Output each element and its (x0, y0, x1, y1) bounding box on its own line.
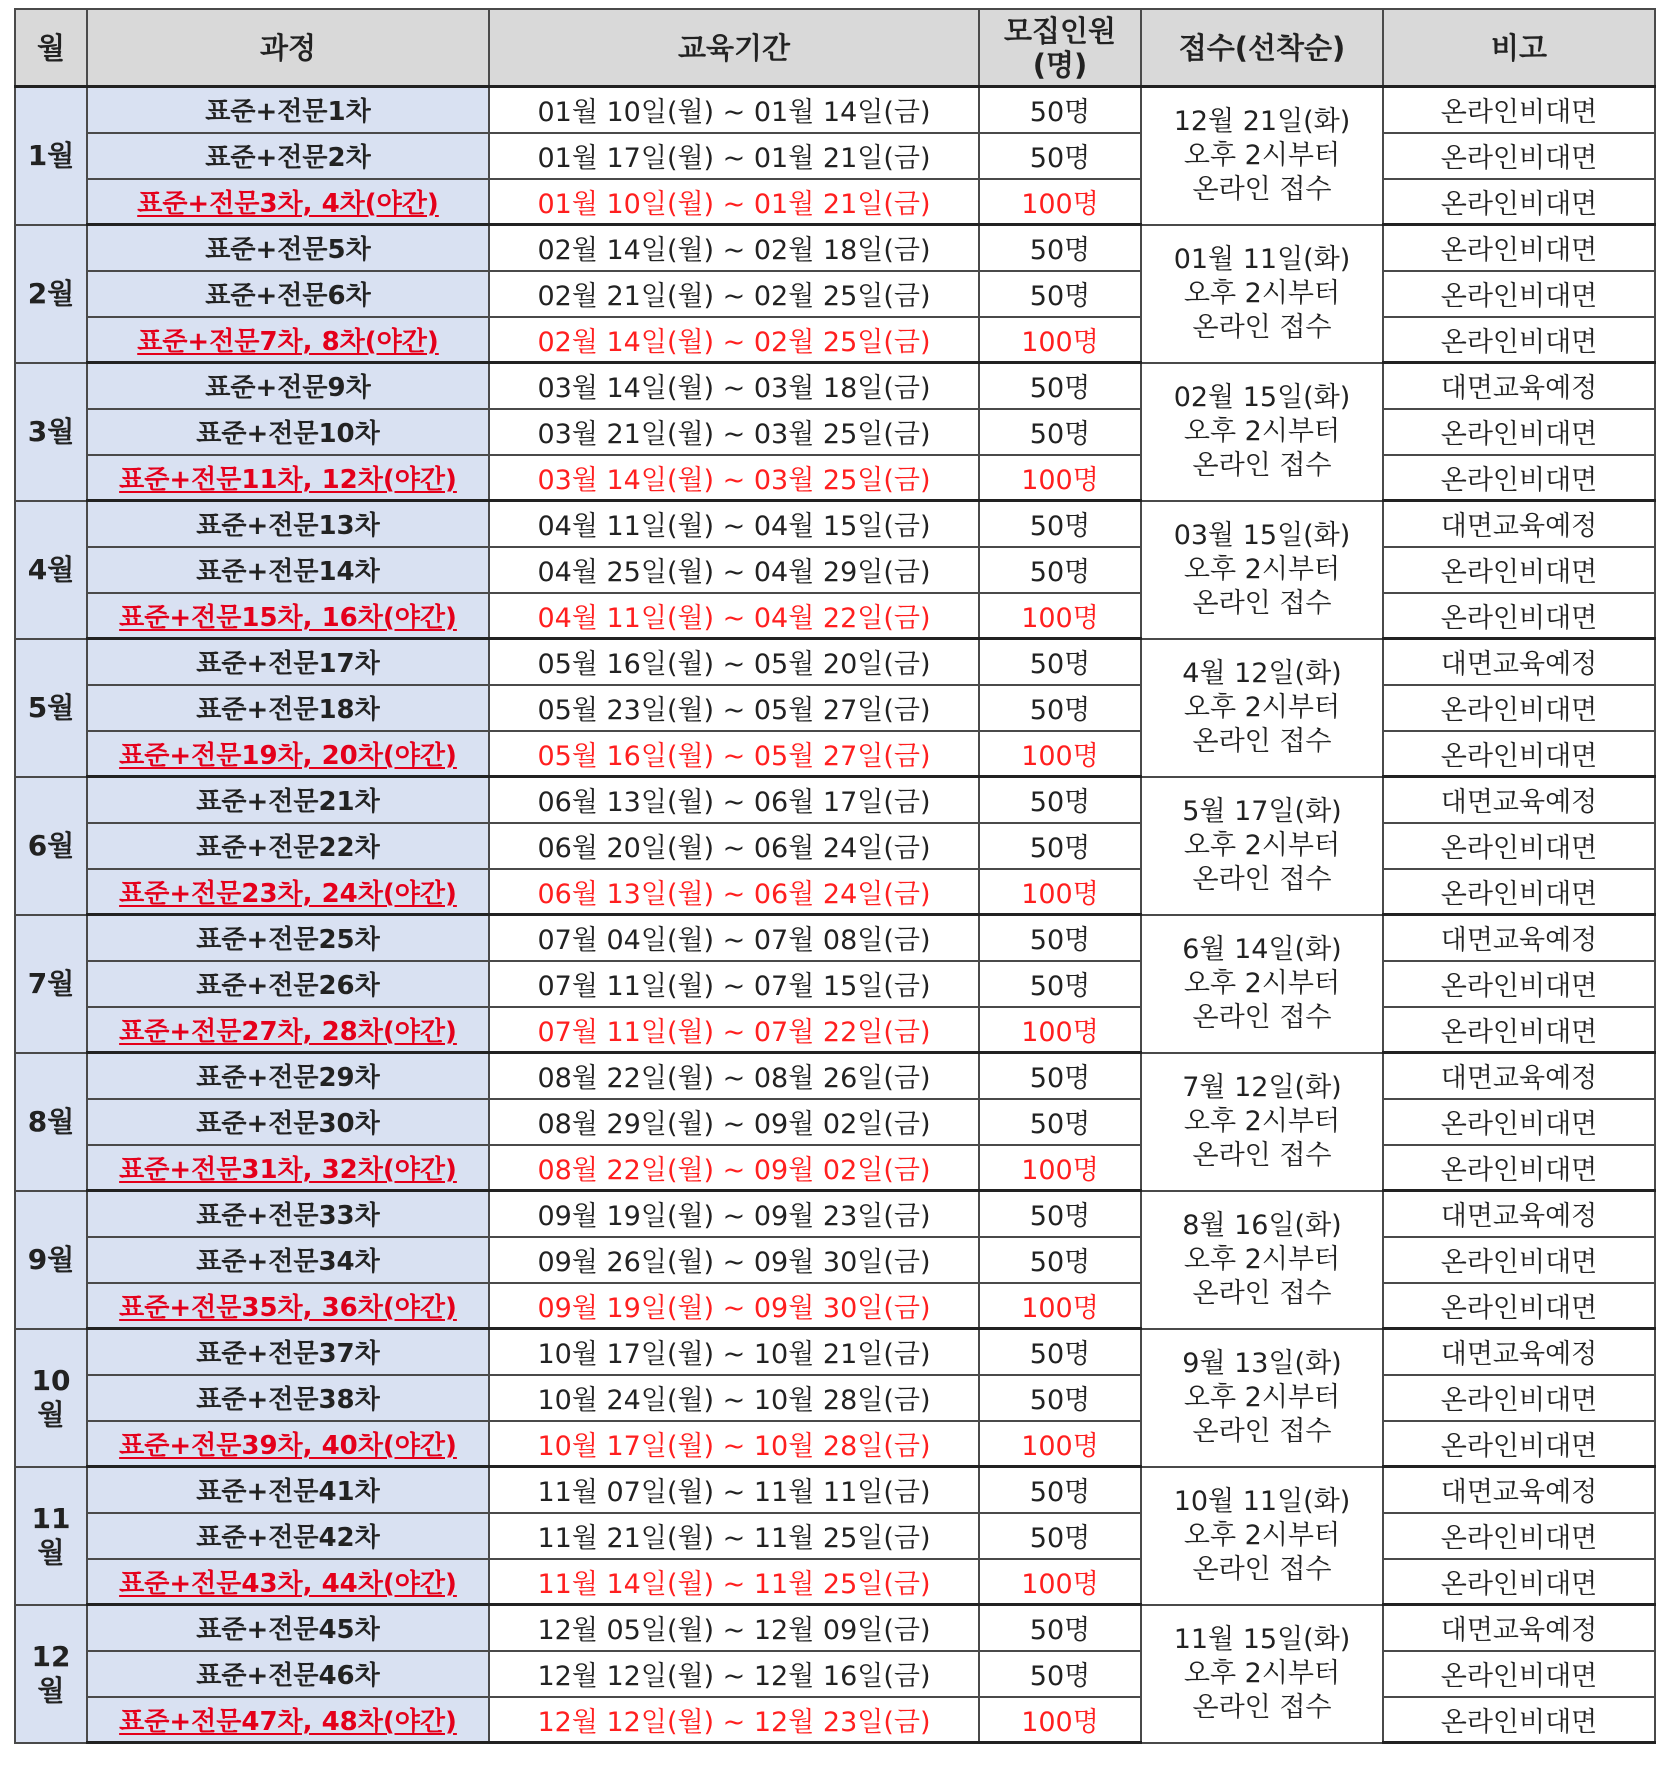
course-cell: 표준+전문21차 (87, 777, 489, 823)
table-row (15, 409, 1655, 455)
period-cell: 07월 11일(월) ~ 07월 15일(금) (489, 961, 979, 1007)
registration-line: 오후 2시부터 (1183, 277, 1341, 309)
table-row (15, 1145, 1655, 1191)
course-cell: 표준+전문7차, 8차(야간) (87, 317, 489, 363)
capacity-cell: 50명 (979, 547, 1141, 593)
registration-line: 온라인 접수 (1192, 1553, 1332, 1585)
period-cell: 01월 17일(월) ~ 01월 21일(금) (489, 133, 979, 179)
registration-line: 오후 2시부터 (1183, 1381, 1341, 1413)
registration-line: 온라인 접수 (1192, 863, 1332, 895)
period-cell: 04월 11일(월) ~ 04월 22일(금) (489, 593, 979, 639)
period-cell: 09월 19일(월) ~ 09월 23일(금) (489, 1191, 979, 1237)
month-cell: 2월 (15, 225, 87, 363)
note-cell: 온라인비대면 (1383, 1513, 1655, 1559)
table-row (15, 1099, 1655, 1145)
note-cell: 온라인비대면 (1383, 317, 1655, 363)
course-cell: 표준+전문3차, 4차(야간) (87, 179, 489, 225)
registration-line: 12월 21일(화) (1173, 105, 1351, 137)
registration-cell (1141, 1467, 1383, 1605)
course-cell: 표준+전문23차, 24차(야간) (87, 869, 489, 915)
course-cell: 표준+전문35차, 36차(야간) (87, 1283, 489, 1329)
table-row (15, 1283, 1655, 1329)
table-row (15, 1191, 1655, 1237)
registration-line: 오후 2시부터 (1183, 553, 1341, 585)
course-cell: 표준+전문33차 (87, 1191, 489, 1237)
period-cell: 12월 12일(월) ~ 12월 16일(금) (489, 1651, 979, 1697)
registration-line: 5월 17일(화) (1182, 795, 1342, 827)
note-cell: 대면교육예정 (1383, 1467, 1655, 1513)
course-cell: 표준+전문30차 (87, 1099, 489, 1145)
period-cell: 12월 05일(월) ~ 12월 09일(금) (489, 1605, 979, 1651)
capacity-cell: 100명 (979, 1421, 1141, 1467)
registration-line: 10월 11일(화) (1173, 1485, 1351, 1517)
header-capacity-line1: 모집인원 (1003, 13, 1117, 48)
note-cell: 온라인비대면 (1383, 547, 1655, 593)
course-cell: 표준+전문19차, 20차(야간) (87, 731, 489, 777)
table-row (15, 1559, 1655, 1605)
registration-cell (1141, 1329, 1383, 1467)
table-row (15, 1007, 1655, 1053)
period-cell: 12월 12일(월) ~ 12월 23일(금) (489, 1697, 979, 1743)
capacity-cell: 100명 (979, 455, 1141, 501)
capacity-cell: 50명 (979, 961, 1141, 1007)
table-row (15, 1421, 1655, 1467)
schedule-table (14, 8, 1656, 1744)
course-cell: 표준+전문6차 (87, 271, 489, 317)
table-header (15, 9, 1655, 87)
note-cell: 대면교육예정 (1383, 915, 1655, 961)
table-row (15, 1375, 1655, 1421)
header-month: 월 (15, 9, 87, 87)
table-row (15, 179, 1655, 225)
table-row (15, 455, 1655, 501)
period-cell: 06월 20일(월) ~ 06월 24일(금) (489, 823, 979, 869)
table-row (15, 501, 1655, 547)
registration-cell (1141, 225, 1383, 363)
capacity-cell: 100명 (979, 1283, 1141, 1329)
registration-cell (1141, 87, 1383, 225)
period-cell: 02월 14일(월) ~ 02월 18일(금) (489, 225, 979, 271)
note-cell: 온라인비대면 (1383, 225, 1655, 271)
note-cell: 온라인비대면 (1383, 409, 1655, 455)
table-row (15, 547, 1655, 593)
note-cell: 온라인비대면 (1383, 271, 1655, 317)
note-cell: 대면교육예정 (1383, 1605, 1655, 1651)
table-row (15, 317, 1655, 363)
capacity-cell: 50명 (979, 1467, 1141, 1513)
course-cell: 표준+전문2차 (87, 133, 489, 179)
registration-line: 온라인 접수 (1192, 1139, 1332, 1171)
capacity-cell: 50명 (979, 1605, 1141, 1651)
registration-line: 온라인 접수 (1192, 311, 1332, 343)
period-cell: 08월 29일(월) ~ 09월 02일(금) (489, 1099, 979, 1145)
header-row (15, 9, 1655, 87)
registration-line: 온라인 접수 (1192, 725, 1332, 757)
capacity-cell: 50명 (979, 87, 1141, 133)
period-cell: 02월 21일(월) ~ 02월 25일(금) (489, 271, 979, 317)
note-cell: 온라인비대면 (1383, 593, 1655, 639)
note-cell: 온라인비대면 (1383, 455, 1655, 501)
registration-line: 01월 11일(화) (1173, 243, 1351, 275)
period-cell: 10월 17일(월) ~ 10월 28일(금) (489, 1421, 979, 1467)
capacity-cell: 100명 (979, 593, 1141, 639)
month-cell: 9월 (15, 1191, 87, 1329)
note-cell: 온라인비대면 (1383, 1559, 1655, 1605)
note-cell: 대면교육예정 (1383, 777, 1655, 823)
note-cell: 온라인비대면 (1383, 179, 1655, 225)
capacity-cell: 50명 (979, 363, 1141, 409)
course-cell: 표준+전문11차, 12차(야간) (87, 455, 489, 501)
registration-line: 오후 2시부터 (1183, 1243, 1341, 1275)
note-cell: 온라인비대면 (1383, 1237, 1655, 1283)
note-cell: 온라인비대면 (1383, 1421, 1655, 1467)
course-cell: 표준+전문1차 (87, 87, 489, 133)
table-body (15, 87, 1655, 1743)
course-cell: 표준+전문10차 (87, 409, 489, 455)
table-row (15, 1053, 1655, 1099)
period-cell: 01월 10일(월) ~ 01월 21일(금) (489, 179, 979, 225)
note-cell: 온라인비대면 (1383, 1283, 1655, 1329)
course-cell: 표준+전문46차 (87, 1651, 489, 1697)
registration-line: 02월 15일(화) (1173, 381, 1351, 413)
course-cell: 표준+전문9차 (87, 363, 489, 409)
period-cell: 11월 07일(월) ~ 11월 11일(금) (489, 1467, 979, 1513)
registration-line: 9월 13일(화) (1182, 1347, 1342, 1379)
registration-cell (1141, 1053, 1383, 1191)
period-cell: 05월 16일(월) ~ 05월 20일(금) (489, 639, 979, 685)
course-cell: 표준+전문25차 (87, 915, 489, 961)
capacity-cell: 100명 (979, 1007, 1141, 1053)
capacity-cell: 50명 (979, 1191, 1141, 1237)
month-cell: 6월 (15, 777, 87, 915)
course-cell: 표준+전문27차, 28차(야간) (87, 1007, 489, 1053)
course-cell: 표준+전문18차 (87, 685, 489, 731)
capacity-cell: 100명 (979, 731, 1141, 777)
period-cell: 03월 14일(월) ~ 03월 25일(금) (489, 455, 979, 501)
capacity-cell: 50명 (979, 1237, 1141, 1283)
capacity-cell: 50명 (979, 915, 1141, 961)
registration-line: 11월 15일(화) (1173, 1623, 1351, 1655)
note-cell: 온라인비대면 (1383, 133, 1655, 179)
period-cell: 04월 11일(월) ~ 04월 15일(금) (489, 501, 979, 547)
period-cell: 07월 04일(월) ~ 07월 08일(금) (489, 915, 979, 961)
note-cell: 온라인비대면 (1383, 869, 1655, 915)
registration-line: 8월 16일(화) (1182, 1209, 1342, 1241)
note-cell: 대면교육예정 (1383, 639, 1655, 685)
month-cell: 4월 (15, 501, 87, 639)
course-cell: 표준+전문14차 (87, 547, 489, 593)
registration-cell (1141, 363, 1383, 501)
capacity-cell: 100명 (979, 869, 1141, 915)
period-cell: 07월 11일(월) ~ 07월 22일(금) (489, 1007, 979, 1053)
registration-line: 오후 2시부터 (1183, 1519, 1341, 1551)
course-cell: 표준+전문29차 (87, 1053, 489, 1099)
header-course: 과정 (87, 9, 489, 87)
registration-cell (1141, 1605, 1383, 1743)
capacity-cell: 50명 (979, 225, 1141, 271)
course-cell: 표준+전문43차, 44차(야간) (87, 1559, 489, 1605)
registration-line: 03월 15일(화) (1173, 519, 1351, 551)
course-cell: 표준+전문41차 (87, 1467, 489, 1513)
note-cell: 대면교육예정 (1383, 363, 1655, 409)
course-cell: 표준+전문15차, 16차(야간) (87, 593, 489, 639)
registration-line: 6월 14일(화) (1182, 933, 1342, 965)
note-cell: 온라인비대면 (1383, 1375, 1655, 1421)
header-registration: 접수(선착순) (1141, 9, 1383, 87)
course-cell: 표준+전문22차 (87, 823, 489, 869)
course-cell: 표준+전문42차 (87, 1513, 489, 1559)
course-cell: 표준+전문26차 (87, 961, 489, 1007)
registration-line: 4월 12일(화) (1182, 657, 1342, 689)
registration-line: 온라인 접수 (1192, 1691, 1332, 1723)
period-cell: 11월 14일(월) ~ 11월 25일(금) (489, 1559, 979, 1605)
capacity-cell: 50명 (979, 133, 1141, 179)
course-cell: 표준+전문38차 (87, 1375, 489, 1421)
table-row (15, 1467, 1655, 1513)
period-cell: 09월 26일(월) ~ 09월 30일(금) (489, 1237, 979, 1283)
course-cell: 표준+전문31차, 32차(야간) (87, 1145, 489, 1191)
course-cell: 표준+전문45차 (87, 1605, 489, 1651)
course-cell: 표준+전문17차 (87, 639, 489, 685)
note-cell: 온라인비대면 (1383, 1007, 1655, 1053)
registration-cell (1141, 915, 1383, 1053)
capacity-cell: 50명 (979, 823, 1141, 869)
table-row (15, 961, 1655, 1007)
month-cell: 7월 (15, 915, 87, 1053)
registration-line: 오후 2시부터 (1183, 1657, 1341, 1689)
registration-cell (1141, 1191, 1383, 1329)
table-row (15, 1605, 1655, 1651)
capacity-cell: 50명 (979, 1053, 1141, 1099)
table-row (15, 225, 1655, 271)
table-row (15, 593, 1655, 639)
month-cell: 11월 (15, 1467, 87, 1605)
capacity-cell: 100명 (979, 179, 1141, 225)
capacity-cell: 50명 (979, 1651, 1141, 1697)
month-cell: 10월 (15, 1329, 87, 1467)
registration-line: 오후 2시부터 (1183, 1105, 1341, 1137)
table-row (15, 1513, 1655, 1559)
registration-line: 오후 2시부터 (1183, 829, 1341, 861)
table-row (15, 1329, 1655, 1375)
registration-cell (1141, 639, 1383, 777)
table-row (15, 1697, 1655, 1743)
capacity-cell: 50명 (979, 1099, 1141, 1145)
header-capacity-line2: (명) (1032, 47, 1088, 82)
capacity-cell: 50명 (979, 685, 1141, 731)
period-cell: 11월 21일(월) ~ 11월 25일(금) (489, 1513, 979, 1559)
registration-line: 오후 2시부터 (1183, 967, 1341, 999)
course-cell: 표준+전문39차, 40차(야간) (87, 1421, 489, 1467)
period-cell: 06월 13일(월) ~ 06월 24일(금) (489, 869, 979, 915)
course-cell: 표준+전문37차 (87, 1329, 489, 1375)
registration-line: 오후 2시부터 (1183, 415, 1341, 447)
note-cell: 대면교육예정 (1383, 1329, 1655, 1375)
capacity-cell: 50명 (979, 1513, 1141, 1559)
registration-line: 온라인 접수 (1192, 173, 1332, 205)
capacity-cell: 100명 (979, 1697, 1141, 1743)
registration-line: 온라인 접수 (1192, 1415, 1332, 1447)
course-cell: 표준+전문5차 (87, 225, 489, 271)
month-cell: 5월 (15, 639, 87, 777)
capacity-cell: 50명 (979, 1375, 1141, 1421)
registration-cell (1141, 501, 1383, 639)
period-cell: 05월 16일(월) ~ 05월 27일(금) (489, 731, 979, 777)
period-cell: 03월 14일(월) ~ 03월 18일(금) (489, 363, 979, 409)
registration-line: 온라인 접수 (1192, 1277, 1332, 1309)
capacity-cell: 50명 (979, 1329, 1141, 1375)
period-cell: 10월 17일(월) ~ 10월 21일(금) (489, 1329, 979, 1375)
registration-line: 7월 12일(화) (1182, 1071, 1342, 1103)
registration-line: 온라인 접수 (1192, 449, 1332, 481)
month-cell: 1월 (15, 87, 87, 225)
capacity-cell: 50명 (979, 501, 1141, 547)
header-period: 교육기간 (489, 9, 979, 87)
period-cell: 01월 10일(월) ~ 01월 14일(금) (489, 87, 979, 133)
month-cell: 3월 (15, 363, 87, 501)
table-row (15, 915, 1655, 961)
capacity-cell: 50명 (979, 777, 1141, 823)
table-row (15, 363, 1655, 409)
capacity-cell: 50명 (979, 639, 1141, 685)
registration-line: 온라인 접수 (1192, 587, 1332, 619)
note-cell: 온라인비대면 (1383, 823, 1655, 869)
registration-line: 오후 2시부터 (1183, 139, 1341, 171)
note-cell: 온라인비대면 (1383, 1697, 1655, 1743)
month-cell: 8월 (15, 1053, 87, 1191)
registration-line: 온라인 접수 (1192, 1001, 1332, 1033)
month-cell: 12월 (15, 1605, 87, 1743)
table-row (15, 87, 1655, 133)
period-cell: 06월 13일(월) ~ 06월 17일(금) (489, 777, 979, 823)
table-row (15, 271, 1655, 317)
registration-line: 오후 2시부터 (1183, 691, 1341, 723)
period-cell: 05월 23일(월) ~ 05월 27일(금) (489, 685, 979, 731)
table-row (15, 685, 1655, 731)
note-cell: 온라인비대면 (1383, 731, 1655, 777)
course-cell: 표준+전문47차, 48차(야간) (87, 1697, 489, 1743)
course-cell: 표준+전문13차 (87, 501, 489, 547)
capacity-cell: 100명 (979, 1145, 1141, 1191)
table-row (15, 869, 1655, 915)
note-cell: 온라인비대면 (1383, 685, 1655, 731)
note-cell: 온라인비대면 (1383, 1651, 1655, 1697)
registration-cell (1141, 777, 1383, 915)
table-row (15, 133, 1655, 179)
period-cell: 09월 19일(월) ~ 09월 30일(금) (489, 1283, 979, 1329)
course-cell: 표준+전문34차 (87, 1237, 489, 1283)
table-row (15, 1651, 1655, 1697)
period-cell: 04월 25일(월) ~ 04월 29일(금) (489, 547, 979, 593)
note-cell: 온라인비대면 (1383, 961, 1655, 1007)
period-cell: 08월 22일(월) ~ 09월 02일(금) (489, 1145, 979, 1191)
period-cell: 08월 22일(월) ~ 08월 26일(금) (489, 1053, 979, 1099)
note-cell: 온라인비대면 (1383, 1145, 1655, 1191)
capacity-cell: 100명 (979, 1559, 1141, 1605)
period-cell: 02월 14일(월) ~ 02월 25일(금) (489, 317, 979, 363)
period-cell: 03월 21일(월) ~ 03월 25일(금) (489, 409, 979, 455)
header-capacity (979, 9, 1141, 87)
capacity-cell: 50명 (979, 409, 1141, 455)
note-cell: 대면교육예정 (1383, 1053, 1655, 1099)
note-cell: 온라인비대면 (1383, 87, 1655, 133)
header-note: 비고 (1383, 9, 1655, 87)
note-cell: 온라인비대면 (1383, 1099, 1655, 1145)
note-cell: 대면교육예정 (1383, 1191, 1655, 1237)
capacity-cell: 50명 (979, 271, 1141, 317)
table-row (15, 777, 1655, 823)
table-row (15, 1237, 1655, 1283)
table-row (15, 639, 1655, 685)
capacity-cell: 100명 (979, 317, 1141, 363)
table-row (15, 731, 1655, 777)
note-cell: 대면교육예정 (1383, 501, 1655, 547)
table-row (15, 823, 1655, 869)
period-cell: 10월 24일(월) ~ 10월 28일(금) (489, 1375, 979, 1421)
